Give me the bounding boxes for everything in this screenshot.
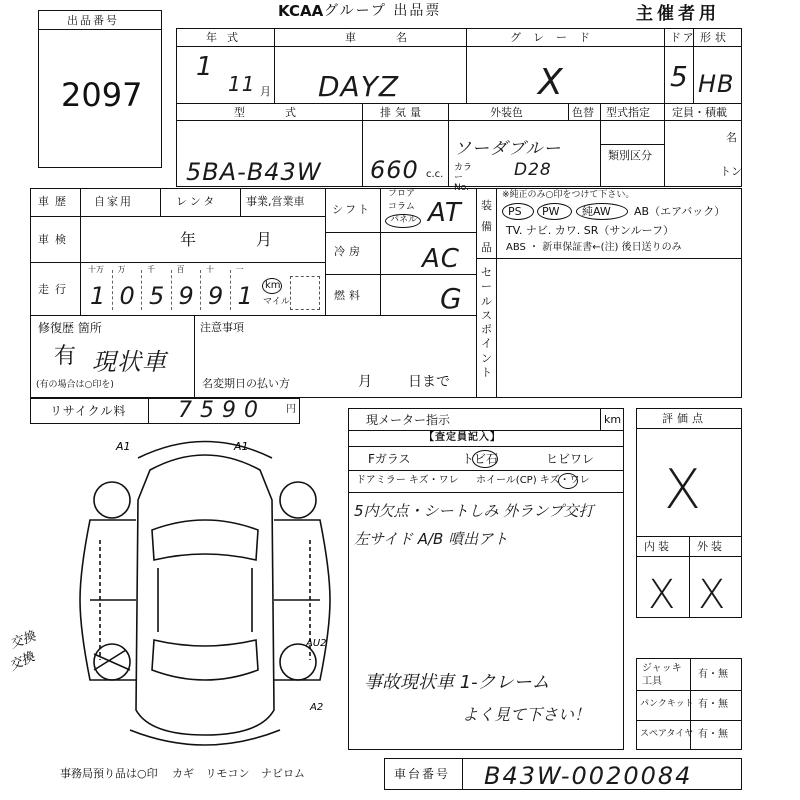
wheel-label: ホイール(CP) キズ・ワレ [476,475,590,486]
grade-value: X [538,62,564,103]
rating-label: 評価点 [662,412,707,425]
shape-label: 形状 [700,31,730,44]
shift-value: AT [428,198,462,228]
grade-label: グレード [510,31,602,44]
diagram-label-a2: A2 [310,702,324,713]
equipment-label: 装備品 [481,199,492,254]
comment-line2: 左サイド A/B 噴出アト [354,530,509,548]
lot-number: 2097 [61,76,143,114]
mileage-unit-label: 百 [176,265,185,274]
rating-score: X [664,458,702,521]
mileage-digit: 1 [90,282,107,310]
lot-number-box [38,10,162,168]
puncture-label: パンクキット [640,699,694,709]
type-designation-label: 型式指定 [606,106,650,119]
jack-label: ジャッキ工具 [642,663,682,687]
model-value: 5BA-B43W [186,158,322,186]
diagram-label-a1-left: A1 [116,440,131,453]
color-no-value: D28 [514,160,552,180]
f-glass-label: Fガラス [368,452,411,466]
inspection-label: 車検 [38,233,72,246]
mileage-unit-label: 万 [117,265,126,274]
floor-option: フロア [388,189,416,199]
shape-value: HB [698,70,735,98]
comment-line3: 事故現状車 1-クレーム [364,672,550,693]
month-value: 11 [228,72,256,96]
repair-handwritten: 現状車 [92,348,167,376]
comment-line1: 5内欠点・シートしみ 外ランプ交打 [354,502,594,520]
year-label: 年式 [206,31,248,44]
mileage-unit-label: 十 [206,265,214,274]
exterior-label: 外装 [697,540,725,553]
interior-label: 内装 [644,540,672,553]
mileage-digit: 1 [237,282,254,310]
puncture-option: 有・無 [698,699,728,710]
sheet-title: グループ 出品票 [324,3,442,19]
repair-value: 有 [54,344,77,369]
equip-pw: PW [542,205,560,218]
mileage-unit-label: 十万 [88,265,104,274]
column-option: コラム [388,202,415,212]
displacement-label: 排気量 [380,106,425,119]
equipment-note: ※純正のみ○印をつけて下さい。 [502,190,635,200]
color-change-label: 色替 [572,106,594,119]
sales-point-label: セールスポイント [481,266,492,380]
office-items: カギ リモコン ナビロム [172,767,305,780]
recycle-amount: 7590 [178,398,266,423]
inspection-month-unit: 月 [256,230,273,249]
equip-ps: PS [508,205,522,218]
rental: レンタ [176,195,218,208]
fuel-value: G [440,282,463,315]
model-label: 型式 [234,106,336,119]
name-change-month: 月 [358,374,372,390]
history-label: 車歴 [38,195,72,208]
exchange-mark: 交換 [8,629,38,652]
ton-unit: トン [720,165,742,178]
hibi-label: ヒビワレ [546,452,595,466]
ac-label: 冷房 [334,245,364,258]
mileage-digit: 5 [149,282,166,310]
car-name-label: 車名 [345,31,447,44]
chassis-number: B43W-0020084 [484,762,693,790]
interior-score: X [648,572,677,618]
km-unit: km [265,280,281,291]
equip-line2: TV. ナビ. カワ. SR（サンルーフ） [506,224,675,237]
recycle-unit: 円 [286,404,296,415]
notes-label: 注意事項 [200,321,244,334]
inspection-year-unit: 年 [180,230,197,249]
car-damage-diagram [7,430,350,760]
fuel-label: 燃料 [334,289,364,302]
mileage-unit-label: 千 [147,265,155,274]
diagram-label-a1-right: A1 [234,440,249,453]
door-label: ドア [670,31,696,44]
mileage-digit: 0 [119,282,136,310]
jack-option: 有・無 [698,669,728,680]
diagram-label-au2: AU2 [306,638,327,649]
equip-ab: AB（エアバック） [634,205,726,218]
car-name-value: DAYZ [318,70,399,103]
lot-label: 出品番号 [67,14,119,27]
office-note: 事務局預り品は○印 [60,767,158,780]
displacement-value: 660 [370,156,419,184]
doors-value: 5 [670,60,689,93]
mileage-unit-label: 一 [235,265,244,274]
shift-label: シフト [332,203,371,216]
year-value: 1 [196,52,214,82]
spare-option: 有・無 [698,729,728,740]
color-label: 外装色 [490,106,523,119]
month-unit: 月 [260,85,271,98]
recycle-label: リサイクル料 [50,404,127,418]
ac-value: AC [422,244,460,274]
tobi-label: トビ石 [462,452,499,466]
org-logo: KCAA [278,2,324,20]
inspector-label: 【査定員記入】 [424,432,501,443]
exterior-score: X [698,572,727,618]
diagram-label-exchange: 交換 [7,649,38,675]
name-change-label: 名変期日の払い方 [202,377,290,390]
chassis-label: 車台番号 [394,767,451,781]
repair-note: (有の場合は○印を) [36,380,114,390]
business-use: 事業,営業車 [246,195,305,208]
repair-label: 修復歴 箇所 [38,321,102,335]
private-use: 自家用 [94,195,133,208]
cc-unit: c.c. [426,169,444,180]
category-label: 類別区分 [608,149,652,162]
name-change-day: 日まで [408,374,450,390]
spare-label: スペアタイヤ [640,729,694,739]
capacity-label: 定員・積載 [672,106,727,119]
comment-line4: よく見て下さい！ [462,705,591,724]
panel-option: パネル [390,215,418,225]
organizer-label: 主催者用 [636,4,720,24]
persons-unit: 名 [726,131,737,144]
mileage-digit: 9 [208,282,225,310]
color-no-label: カラー No. [454,163,473,193]
color-value: ソーダブルー [454,139,562,159]
mileage-digit: 9 [178,282,195,310]
equip-aw: 純AW [582,205,611,218]
meter-label: 現メーター指示 [366,413,451,427]
equip-line3: ABS ・ 新車保証書←(注) 後日送りのみ [506,242,682,253]
door-mirror-label: ドアミラー キズ・ワレ [356,475,459,486]
mileage-label: 走行 [38,283,72,296]
meter-km: km [604,413,622,426]
mile-unit: マイル [263,297,290,307]
